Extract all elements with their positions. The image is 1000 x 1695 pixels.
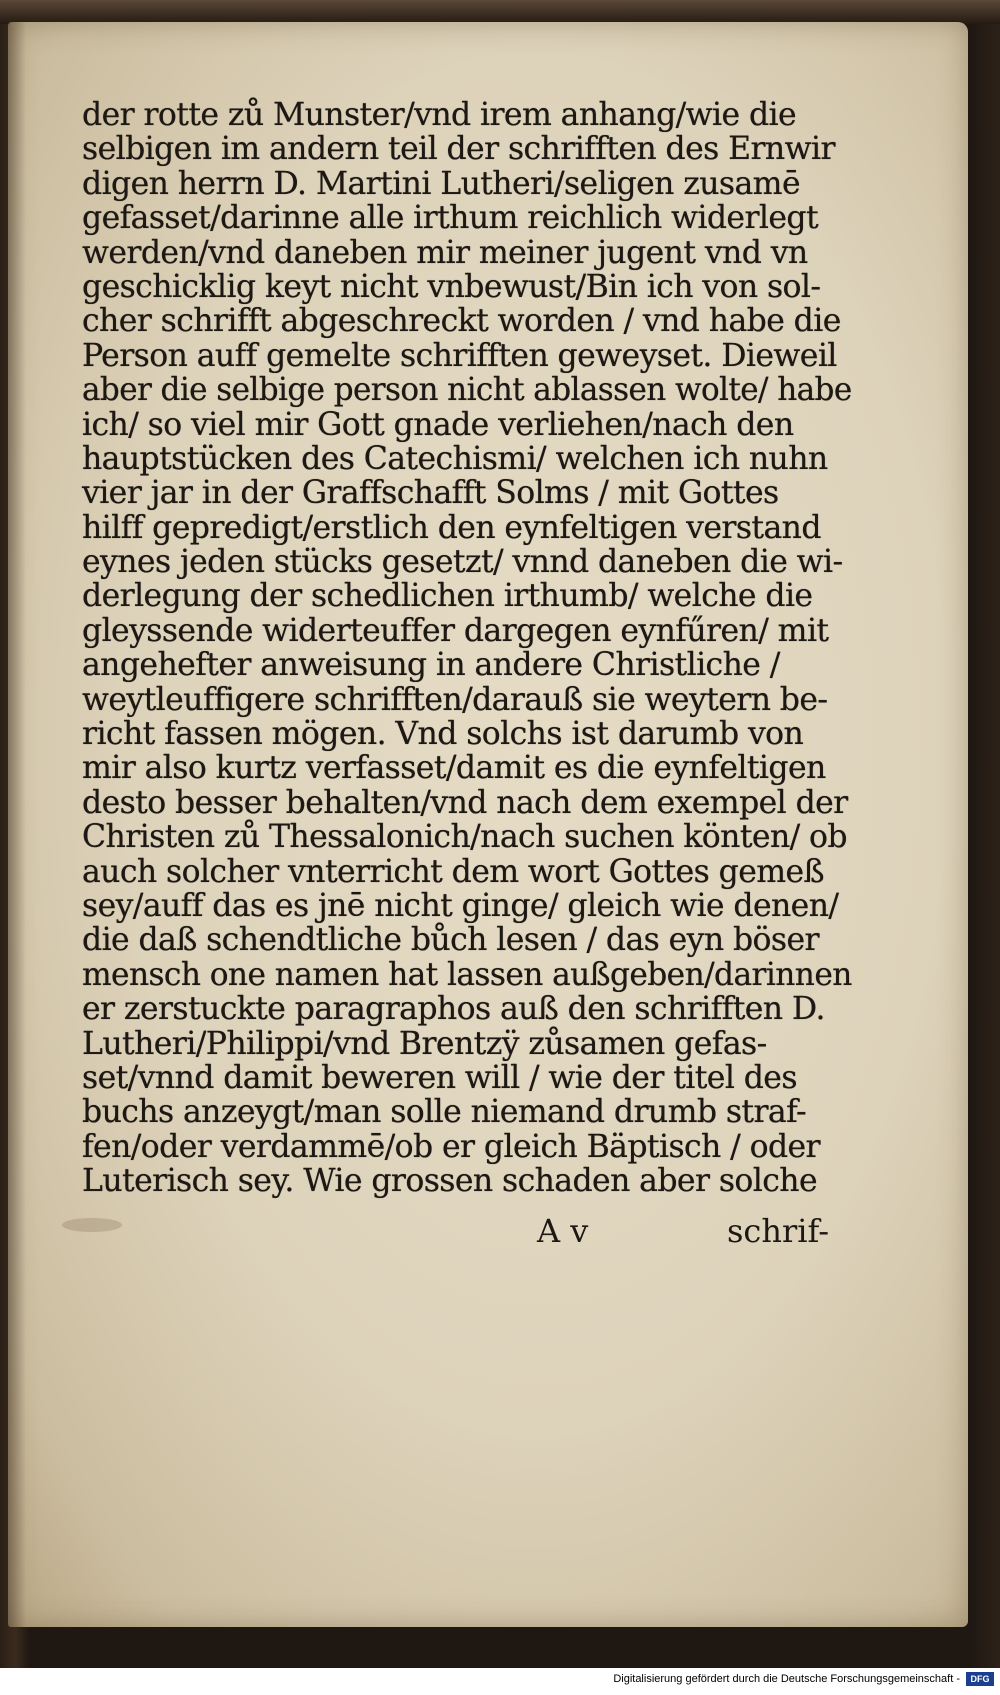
text-line: cher schrifft abgeschreckt worden / vnd habe die (82, 303, 841, 340)
text-line: Luterisch sey. Wie grossen schaden aber solche (82, 1163, 818, 1200)
text-line: selbigen im andern teil der schrifften des Ernwir (82, 131, 835, 168)
text-line: fen/oder verdammē/ob er gleich Bäptisch / oder (82, 1128, 821, 1165)
text-line: Person auff gemelte schrifften geweyset. Dieweil (82, 337, 837, 374)
text-line: gleyssende widerteuffer dargegen eynfűren/ mit (82, 612, 829, 649)
text-line: desto besser behalten/vnd nach dem exempel der (82, 784, 848, 821)
page-gutter-shadow (8, 22, 26, 1627)
text-line: die daß schendtliche bůch lesen / das eyn böser (82, 922, 819, 959)
text-line: Christen zů Thessalonich/nach suchen könten/ ob (82, 819, 847, 856)
dfg-logo: DFG (966, 1672, 994, 1686)
text-line: richt fassen mögen. Vnd solchs ist darumb von (82, 716, 804, 753)
text-line: werden/vnd daneben mir meiner jugent vnd vn (82, 234, 808, 271)
text-line: gefasset/darinne alle irthum reichlich widerlegt (82, 200, 819, 237)
book-cover-edge (0, 0, 1000, 24)
text-line: hauptstücken des Catechismi/ welchen ich nuhn (82, 440, 828, 477)
body-text (82, 98, 852, 1199)
text-line: er zerstuckte paragraphos auß den schrifften D. (82, 991, 825, 1028)
text-line: set/vnnd damit beweren will / wie der titel des (82, 1059, 797, 1096)
text-line: angehefter anweisung in andere Christliche / (82, 647, 780, 684)
page-bottom-line (82, 1212, 852, 1252)
catchword: schrif- (727, 1212, 829, 1250)
text-line: hilff gepredigt/erstlich den eynfeltigen verstand (82, 509, 821, 546)
text-line: sey/auff das es jnē nicht ginge/ gleich wie denen/ (82, 887, 839, 924)
text-line: der rotte zů Munster/vnd irem anhang/wie die (82, 97, 797, 133)
signature-mark: A v (537, 1212, 589, 1250)
text-line: Lutheri/Philippi/vnd Brentzÿ zůsamen gefas- (82, 1025, 767, 1062)
text-line: geschicklig keyt nicht vnbewust/Bin ich von sol- (82, 268, 821, 305)
text-line: mensch one namen hat lassen außgeben/darinnen (82, 956, 852, 993)
text-line: ich/ so viel mir Gott gnade verliehen/nach den (82, 406, 794, 443)
text-line: weytleuffigere schrifften/darauß sie weytern be- (82, 681, 828, 718)
text-line: digen herrn D. Martini Lutheri/seligen zusamē (82, 165, 800, 202)
text-line: aber die selbige person nicht ablassen wolte/ habe (82, 372, 852, 409)
text-line: derlegung der schedlichen irthumb/ welche die (82, 578, 813, 615)
text-line: eynes jeden stücks gesetzt/ vnnd daneben die wi- (82, 544, 843, 581)
text-line: buchs anzeygt/man solle niemand drumb straf- (82, 1094, 807, 1131)
text-line: auch solcher vnterricht dem wort Gottes gemeß (82, 853, 824, 890)
funding-notice: Digitalisierung gefördert durch die Deutsche Forschungsgemeinschaft - (613, 1673, 960, 1685)
text-line: mir also kurtz verfasset/damit es die eynfeltigen (82, 750, 826, 787)
text-line: vier jar in der Graffschafft Solms / mit Gottes (82, 475, 779, 512)
digitization-footer (0, 1668, 1000, 1695)
